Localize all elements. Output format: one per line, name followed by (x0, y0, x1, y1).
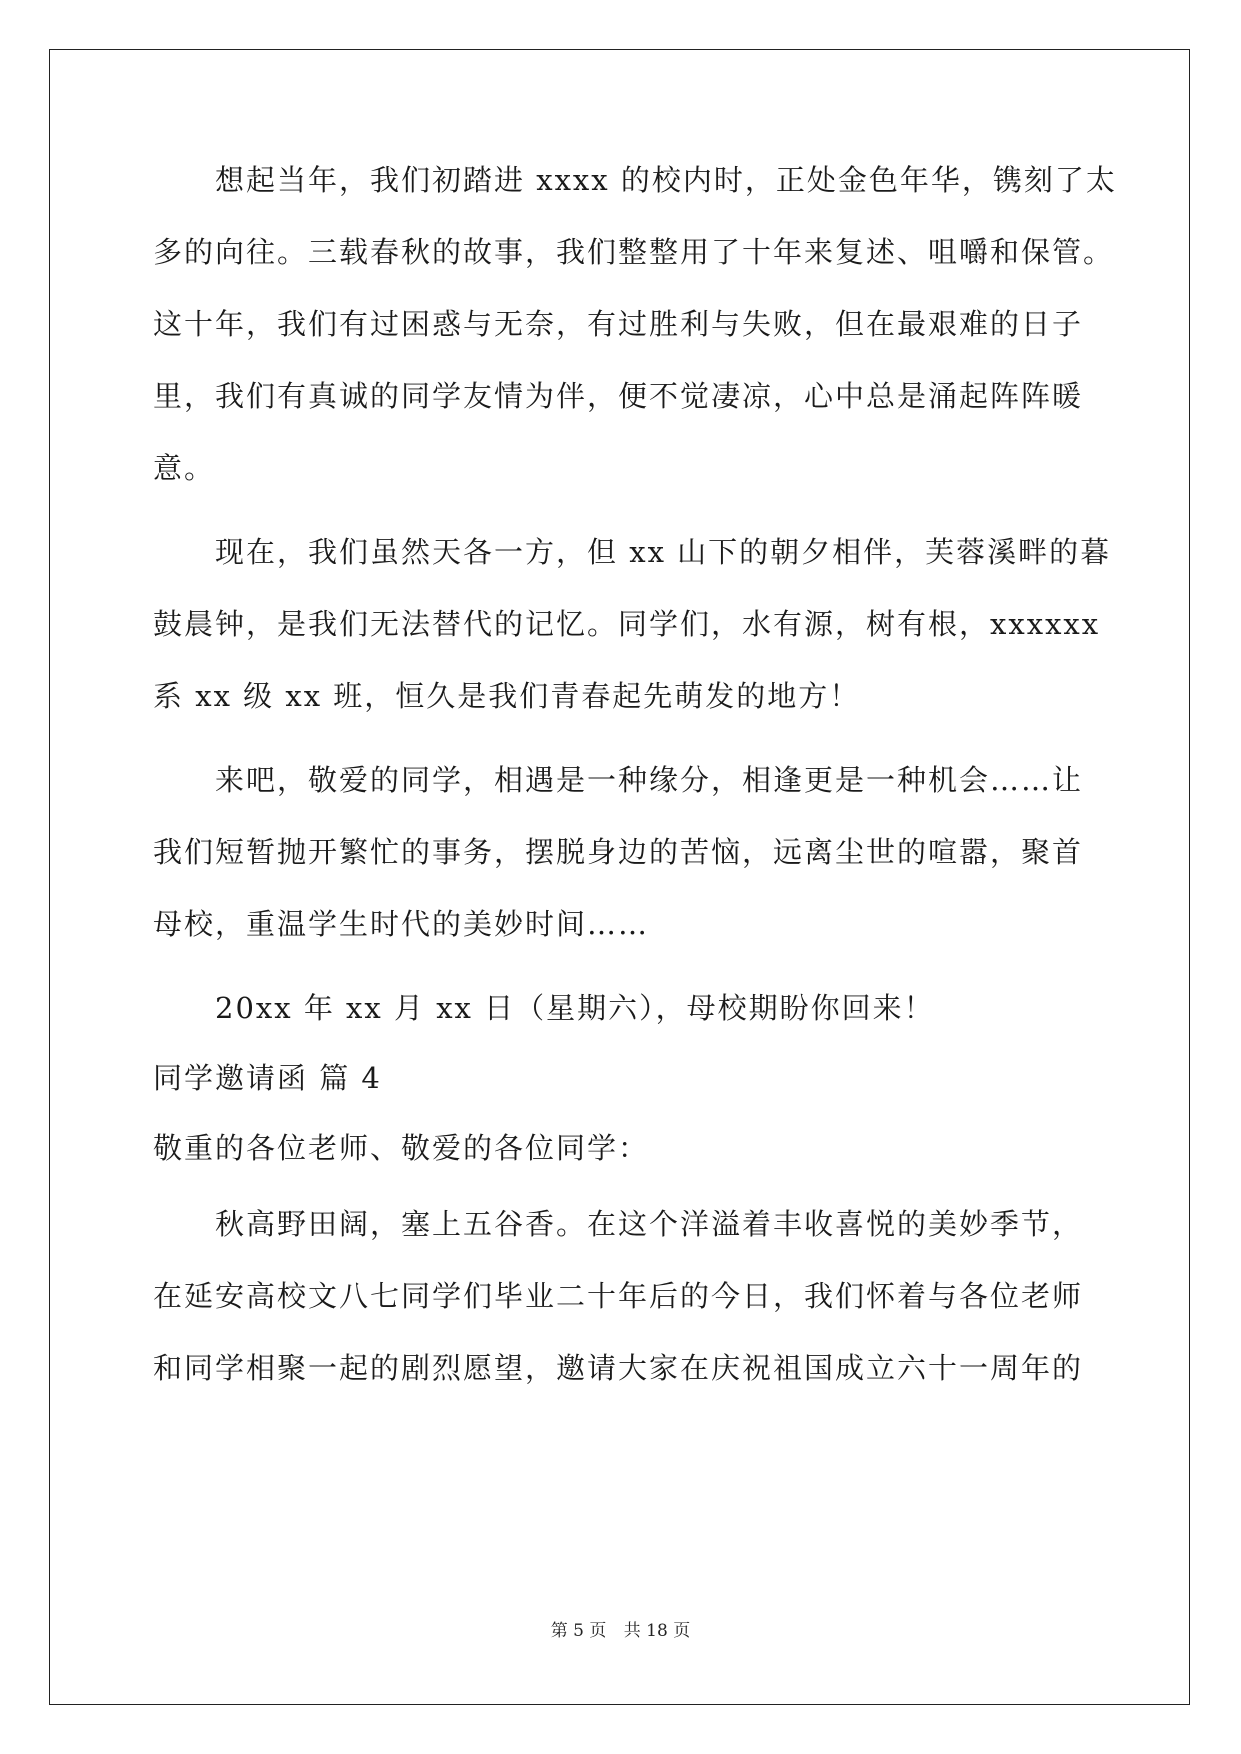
page-footer (0, 1616, 1241, 1641)
section-title: 同学邀请函 篇 4 (153, 1061, 382, 1095)
paragraph-1-line-1: 想起当年，我们初踏进 xxxx 的校内时，正处金色年华，镌刻了太 (215, 163, 1117, 197)
paragraph-3-line-3: 母校，重温学生时代的美妙时间…… (153, 907, 650, 941)
page-number: 第 5 页 (550, 1621, 607, 1641)
total-pages: 共 18 页 (623, 1621, 691, 1641)
paragraph-5-line-2: 在延安高校文八七同学们毕业二十年后的今日，我们怀着与各位老师 (153, 1279, 1084, 1313)
paragraph-1-line-3: 这十年，我们有过困惑与无奈，有过胜利与失败，但在最艰难的日子 (153, 307, 1084, 341)
paragraph-2-line-1: 现在，我们虽然天各一方，但 xx 山下的朝夕相伴，芙蓉溪畔的暮 (215, 535, 1112, 569)
paragraph-2-line-3: 系 xx 级 xx 班，恒久是我们青春起先萌发的地方！ (153, 679, 861, 713)
paragraph-5-line-3: 和同学相聚一起的剧烈愿望，邀请大家在庆祝祖国成立六十一周年的 (153, 1351, 1084, 1385)
paragraph-1-line-4: 里，我们有真诚的同学友情为伴，便不觉凄凉，心中总是涌起阵阵暖 (153, 379, 1084, 413)
paragraph-5-line-1: 秋高野田阔，塞上五谷香。在这个洋溢着丰收喜悦的美妙季节， (215, 1207, 1084, 1241)
page-border (49, 49, 1190, 1705)
paragraph-1-line-5: 意。 (153, 451, 216, 485)
paragraph-3-line-1: 来吧，敬爱的同学，相遇是一种缘分，相逢更是一种机会……让 (215, 763, 1084, 797)
paragraph-3-line-2: 我们短暂抛开繁忙的事务，摆脱身边的苦恼，远离尘世的喧嚣，聚首 (153, 835, 1084, 869)
salutation: 敬重的各位老师、敬爱的各位同学： (153, 1131, 650, 1165)
paragraph-1-line-2: 多的向往。三载春秋的故事，我们整整用了十年来复述、咀嚼和保管。 (153, 235, 1115, 269)
paragraph-4-line-1: 20xx 年 xx 月 xx 日（星期六），母校期盼你回来！ (215, 991, 935, 1025)
paragraph-2-line-2: 鼓晨钟，是我们无法替代的记忆。同学们，水有源，树有根，xxxxxx (153, 607, 1101, 641)
